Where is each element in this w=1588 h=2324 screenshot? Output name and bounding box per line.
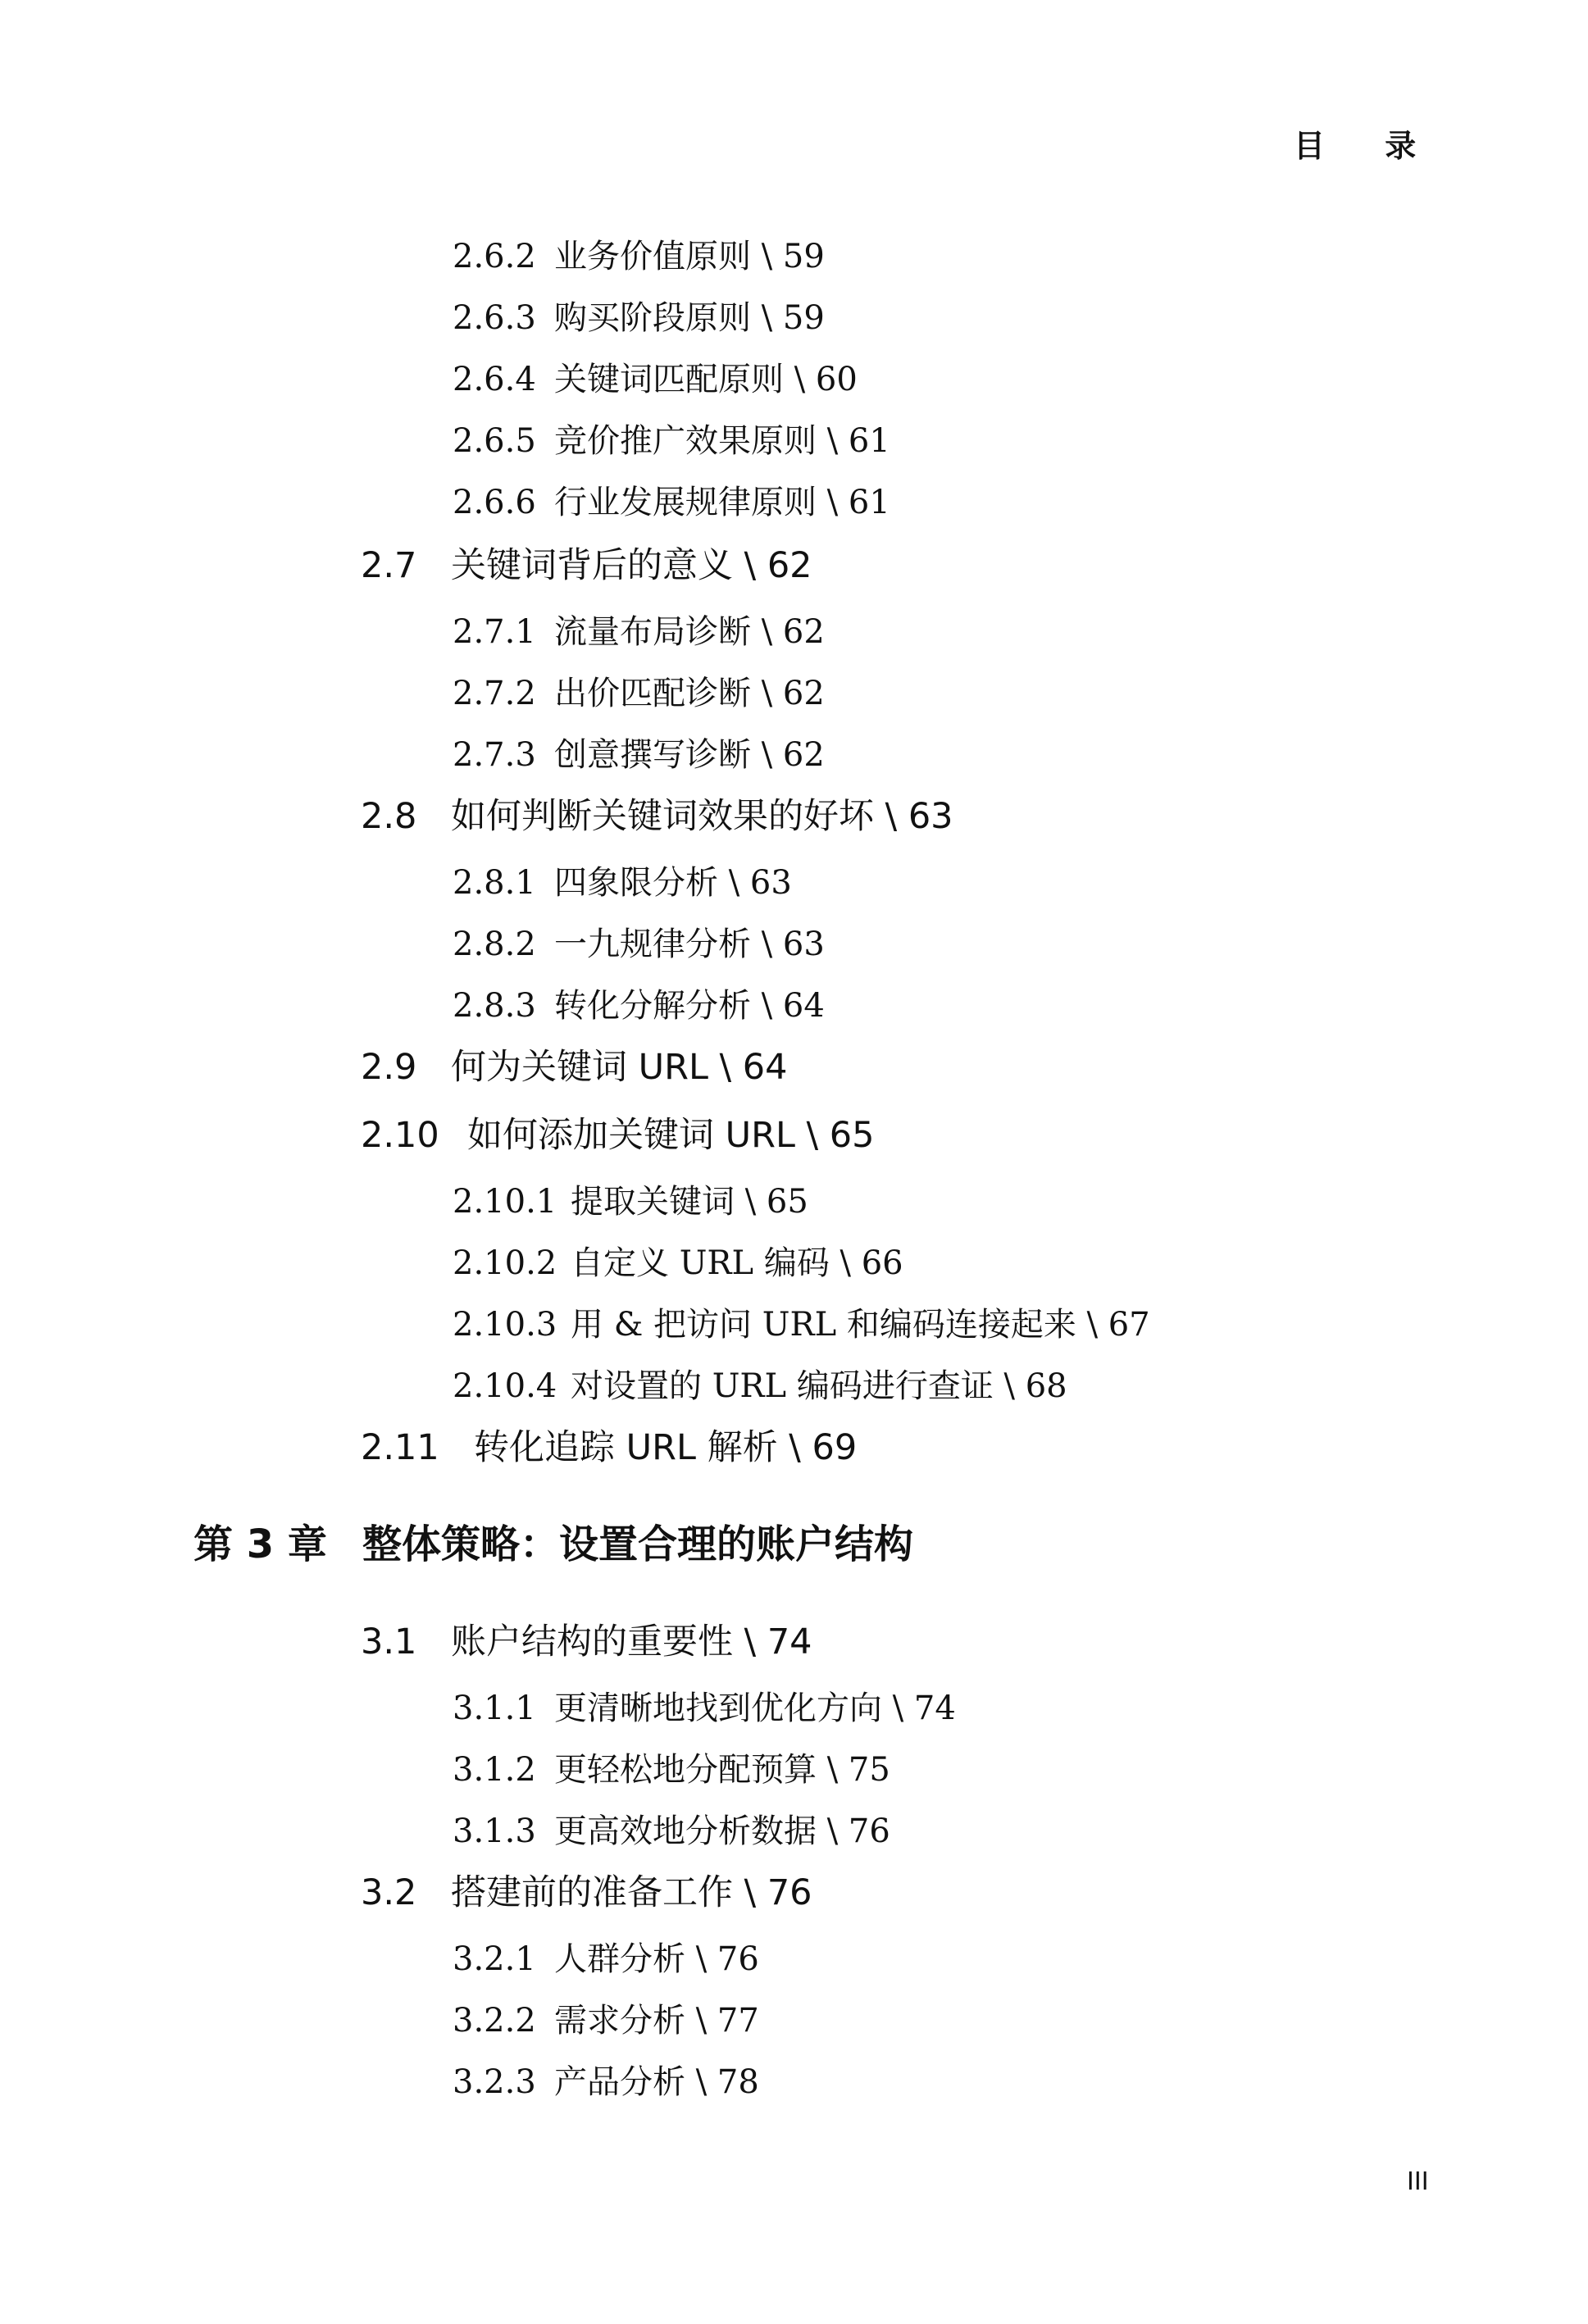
toc-title: 更轻松地分配预算 \ 75 [554,1751,890,1789]
toc-title: 出价匹配诊断 \ 62 [554,675,825,712]
toc-number: 3.2.3 [453,2063,536,2101]
toc-title: 提取关键词 \ 65 [571,1183,808,1221]
toc-title: 对设置的 URL 编码进行查证 \ 68 [571,1367,1067,1405]
toc-entry-3-2-3 [453,2059,759,2105]
toc-title: 一九规律分析 \ 63 [554,926,825,963]
toc-number: 2.7.3 [453,736,536,774]
toc-number: 2.10.4 [453,1367,557,1405]
toc-entry-2-6-5 [453,418,890,464]
toc-title: 产品分析 \ 78 [554,2063,759,2101]
toc-section-2-9 [361,1043,788,1092]
toc-number: 2.8 [361,796,417,837]
toc-section-2-7 [361,541,812,590]
toc-title: 创意撰写诊断 \ 62 [554,736,825,774]
toc-title: 更高效地分析数据 \ 76 [554,1812,890,1850]
toc-number: 3.2 [361,1872,417,1913]
toc-title: 更清晰地找到优化方向 \ 74 [554,1690,956,1727]
toc-title: 业务价值原则 \ 59 [554,238,825,275]
toc-number: 2.11 [361,1427,439,1468]
toc-number: 2.6.6 [453,484,536,521]
toc-number: 2.9 [361,1047,417,1088]
toc-entry-2-7-1 [453,609,825,655]
toc-title: 何为关键词 URL \ 64 [451,1047,788,1088]
toc-title: 购买阶段原则 \ 59 [554,299,825,337]
toc-entry-2-7-3 [453,732,825,778]
toc-title: 流量布局诊断 \ 62 [554,613,825,651]
toc-title: 自定义 URL 编码 \ 66 [571,1244,903,1282]
toc-title: 转化分解分析 \ 64 [554,987,825,1025]
toc-title: 搭建前的准备工作 \ 76 [451,1872,812,1913]
toc-entry-3-1-2 [453,1747,890,1793]
toc-entry-2-10-4 [453,1363,1067,1409]
toc-number: 2.6.3 [453,299,536,337]
toc-number: 2.10.3 [453,1306,557,1344]
toc-number: 2.6.2 [453,238,536,275]
toc-entry-2-8-3 [453,983,825,1029]
page-number: III [1407,2167,1429,2196]
chapter-number: 第 3 章 [193,1521,327,1567]
toc-number: 3.1.2 [453,1751,536,1789]
toc-number: 2.6.4 [453,361,536,398]
toc-number: 2.10.1 [453,1183,557,1221]
toc-entry-2-8-1 [453,860,792,906]
toc-section-2-10 [361,1111,875,1160]
toc-title: 用 & 把访问 URL 和编码连接起来 \ 67 [571,1306,1150,1344]
toc-number: 3.1.3 [453,1812,536,1850]
chapter-title: 整体策略：设置合理的账户结构 [362,1521,914,1567]
toc-number: 2.8.2 [453,926,536,963]
toc-entry-2-7-2 [453,671,825,716]
toc-section-2-8 [361,792,953,841]
toc-entry-2-6-6 [453,480,890,525]
toc-number: 2.10.2 [453,1244,557,1282]
toc-entry-2-6-3 [453,295,825,341]
toc-title: 如何判断关键词效果的好坏 \ 63 [451,796,953,837]
toc-number: 2.8.1 [453,864,536,902]
toc-title: 行业发展规律原则 \ 61 [554,484,890,521]
toc-number: 3.1 [361,1621,417,1662]
toc-number: 2.7.2 [453,675,536,712]
toc-number: 2.7 [361,545,417,586]
toc-number: 2.8.3 [453,987,536,1025]
toc-number: 2.7.1 [453,613,536,651]
toc-title: 四象限分析 \ 63 [554,864,792,902]
toc-title: 如何添加关键词 URL \ 65 [467,1115,875,1156]
toc-entry-2-8-2 [453,921,825,967]
toc-title: 转化追踪 URL 解析 \ 69 [474,1427,858,1468]
toc-section-3-1 [361,1617,812,1667]
toc-entry-2-10-2 [453,1240,903,1286]
toc-title: 需求分析 \ 77 [554,2002,759,2040]
toc-entry-2-6-2 [453,234,825,280]
toc-entry-3-2-1 [453,1936,759,1982]
toc-entry-2-6-4 [453,357,858,402]
toc-number: 2.6.5 [453,422,536,460]
toc-entry-3-1-1 [453,1685,956,1731]
toc-entry-2-10-1 [453,1179,808,1225]
toc-number: 3.1.1 [453,1690,536,1727]
toc-entry-3-1-3 [453,1808,890,1854]
chapter-3-heading [193,1517,913,1572]
toc-number: 3.2.2 [453,2002,536,2040]
toc-number: 3.2.1 [453,1940,536,1978]
toc-title: 关键词匹配原则 \ 60 [554,361,858,398]
toc-section-2-11 [361,1423,857,1472]
toc-number: 2.10 [361,1115,439,1156]
header-title: 目 录 [1294,128,1441,164]
toc-entry-3-2-2 [453,1998,759,2044]
toc-title: 竞价推广效果原则 \ 61 [554,422,890,460]
toc-title: 关键词背后的意义 \ 62 [451,545,812,586]
toc-title: 人群分析 \ 76 [554,1940,759,1978]
toc-entry-2-10-3 [453,1302,1150,1348]
toc-section-3-2 [361,1868,812,1917]
toc-title: 账户结构的重要性 \ 74 [451,1621,812,1662]
